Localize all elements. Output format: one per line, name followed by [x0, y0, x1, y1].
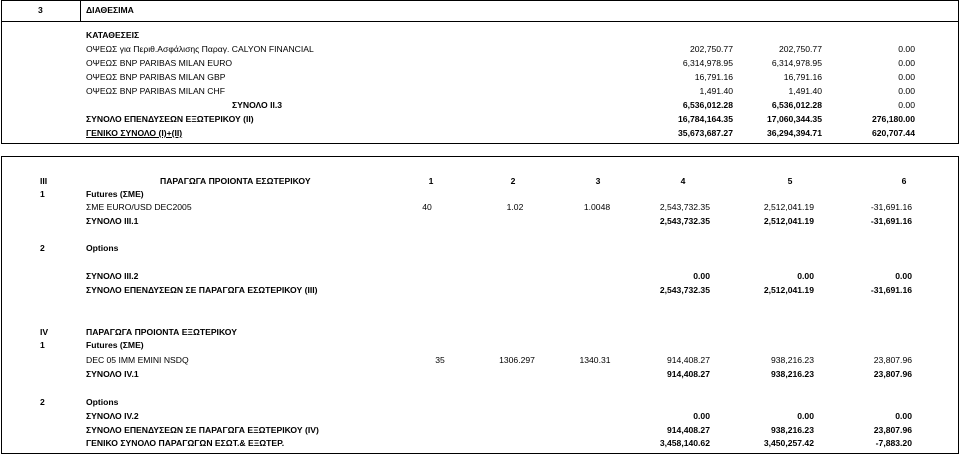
- value-3: 620,707.44: [871, 128, 915, 138]
- row-label: ΟΨΕΩΣ BNP PARIBAS MILAN EURO: [86, 58, 233, 68]
- value-1: 35,673,687.27: [678, 128, 733, 138]
- futures-label: Futures (ΣΜΕ): [86, 340, 144, 350]
- block-title: ΠΑΡΑΓΩΓΑ ΠΡΟΙΟΝΤΑ ΕΞΩΤΕΡΙΚΟΥ: [86, 327, 237, 337]
- value-6: -31,691.16: [870, 216, 912, 226]
- futures-number: 1: [40, 189, 45, 199]
- value-4: 3,458,140.62: [659, 438, 710, 448]
- value-4: 914,408.27: [666, 425, 710, 435]
- value-2: 6,536,012.28: [771, 100, 822, 110]
- value-3: 276,180.00: [871, 114, 915, 124]
- options-number: 2: [40, 397, 45, 407]
- contracts: 40: [422, 202, 432, 212]
- value-1: 16,784,164.35: [678, 114, 733, 124]
- value-5: 3,450,257.42: [763, 438, 814, 448]
- row-label: ΟΨΕΩΣ BNP PARIBAS MILAN CHF: [86, 86, 225, 96]
- value-2: 36,294,394.71: [767, 128, 822, 138]
- row-label: ΣΥΝΟΛΟ ΕΠΕΝΔΥΣΕΩΝ ΣΕ ΠΑΡΑΓΩΓΑ ΕΣΩΤΕΡΙΚΟΥ (ΙΙΙ): [86, 285, 318, 295]
- value-4: 2,543,732.35: [659, 216, 710, 226]
- value-4: 0.00: [693, 411, 710, 421]
- value-3: 0.00: [898, 86, 915, 96]
- row-label: ΣΥΝΟΛΟ ΙΙΙ.1: [86, 216, 139, 226]
- value-5: 0.00: [797, 411, 814, 421]
- value-2: 16,791.16: [783, 72, 822, 82]
- contracts: 35: [435, 355, 445, 365]
- deposits-header: ΚΑΤΑΘΕΣΕΙΣ: [86, 30, 140, 40]
- value-3: 0.00: [898, 72, 915, 82]
- value-6: 23,807.96: [873, 355, 912, 365]
- value-4: 914,408.27: [666, 355, 710, 365]
- futures-number: 1: [40, 340, 45, 350]
- price-close: 1.0048: [583, 202, 611, 212]
- value-1: 6,314,978.95: [682, 58, 733, 68]
- value-6: 0.00: [895, 271, 912, 281]
- value-5: 938,216.23: [770, 355, 814, 365]
- value-6: -31,691.16: [870, 202, 912, 212]
- value-5: 2,512,041.19: [763, 216, 814, 226]
- section-title: ΔΙΑΘΕΣΙΜΑ: [86, 5, 134, 15]
- value-1: 16,791.16: [694, 72, 733, 82]
- value-1: 1,491.40: [699, 86, 733, 96]
- roman-number: ΙΙΙ: [40, 176, 48, 186]
- value-6: 23,807.96: [873, 425, 912, 435]
- value-5: 938,216.23: [770, 369, 814, 379]
- column-header: 5: [787, 176, 793, 186]
- value-1: 202,750.77: [689, 44, 733, 54]
- roman-number: IV: [40, 327, 49, 337]
- value-2: 17,060,344.35: [767, 114, 822, 124]
- column-header: 3: [595, 176, 601, 186]
- price-open: 1.02: [506, 202, 524, 212]
- options-number: 2: [40, 243, 45, 253]
- column-header: 1: [428, 176, 434, 186]
- value-3: 0.00: [898, 100, 915, 110]
- row-label: ΟΨΕΩΣ BNP PARIBAS MILAN GBP: [86, 72, 226, 82]
- row-label: ΣΥΝΟΛΟ ΙΙ.3: [232, 100, 283, 110]
- price-open: 1306.297: [499, 355, 535, 365]
- value-5: 2,512,041.19: [763, 285, 814, 295]
- row-label: ΣΥΝΟΛΟ IV.1: [86, 369, 139, 379]
- row-label: ΓΕΝΙΚΟ ΣΥΝΟΛΟ (Ι)+(ΙΙ): [86, 128, 183, 138]
- column-header: 2: [510, 176, 516, 186]
- row-label: ΣΥΝΟΛΟ ΕΠΕΝΔΥΣΕΩΝ ΣΕ ΠΑΡΑΓΩΓΑ ΕΞΩΤΕΡΙΚΟΥ (IV): [86, 425, 319, 435]
- row-label: DEC 05 IMM EMINI NSDQ: [86, 355, 189, 365]
- futures-label: Futures (ΣΜΕ): [86, 189, 144, 199]
- block-title: ΠΑΡΑΓΩΓΑ ΠΡΟΙΟΝΤΑ ΕΣΩΤΕΡΙΚΟΥ: [160, 176, 311, 186]
- value-2: 202,750.77: [778, 44, 822, 54]
- column-header: 6: [901, 176, 907, 186]
- value-6: 0.00: [895, 411, 912, 421]
- price-close: 1340.31: [579, 355, 611, 365]
- value-1: 6,536,012.28: [682, 100, 733, 110]
- value-2: 1,491.40: [788, 86, 822, 96]
- value-4: 2,543,732.35: [659, 285, 710, 295]
- value-5: 0.00: [797, 271, 814, 281]
- value-4: 0.00: [693, 271, 710, 281]
- value-5: 938,216.23: [770, 425, 814, 435]
- options-label: Options: [86, 397, 119, 407]
- row-label: ΟΨΕΩΣ για Περιθ.Ασφάλισης Παραγ. CALYON FINANCIAL: [86, 44, 314, 54]
- section-number: 3: [38, 5, 43, 15]
- options-label: Options: [86, 243, 119, 253]
- row-label: ΣΥΝΟΛΟ ΕΠΕΝΔΥΣΕΩΝ ΕΞΩΤΕΡΙΚΟΥ (ΙΙ): [86, 114, 254, 124]
- column-header: 4: [680, 176, 686, 186]
- value-4: 2,543,732.35: [659, 202, 710, 212]
- value-2: 6,314,978.95: [771, 58, 822, 68]
- value-6: -31,691.16: [870, 285, 912, 295]
- row-label: ΣΜΕ EURO/USD DEC2005: [86, 202, 192, 212]
- value-4: 914,408.27: [666, 369, 710, 379]
- row-label: ΣΥΝΟΛΟ ΙΙΙ.2: [86, 271, 139, 281]
- value-6: -7,883.20: [875, 438, 912, 448]
- value-3: 0.00: [898, 58, 915, 68]
- value-6: 23,807.96: [873, 369, 912, 379]
- value-3: 0.00: [898, 44, 915, 54]
- row-label: ΣΥΝΟΛΟ IV.2: [86, 411, 139, 421]
- value-5: 2,512,041.19: [763, 202, 814, 212]
- row-label: ΓΕΝΙΚΟ ΣΥΝΟΛΟ ΠΑΡΑΓΩΓΩΝ ΕΣΩΤ.& ΕΞΩΤΕΡ.: [86, 438, 285, 448]
